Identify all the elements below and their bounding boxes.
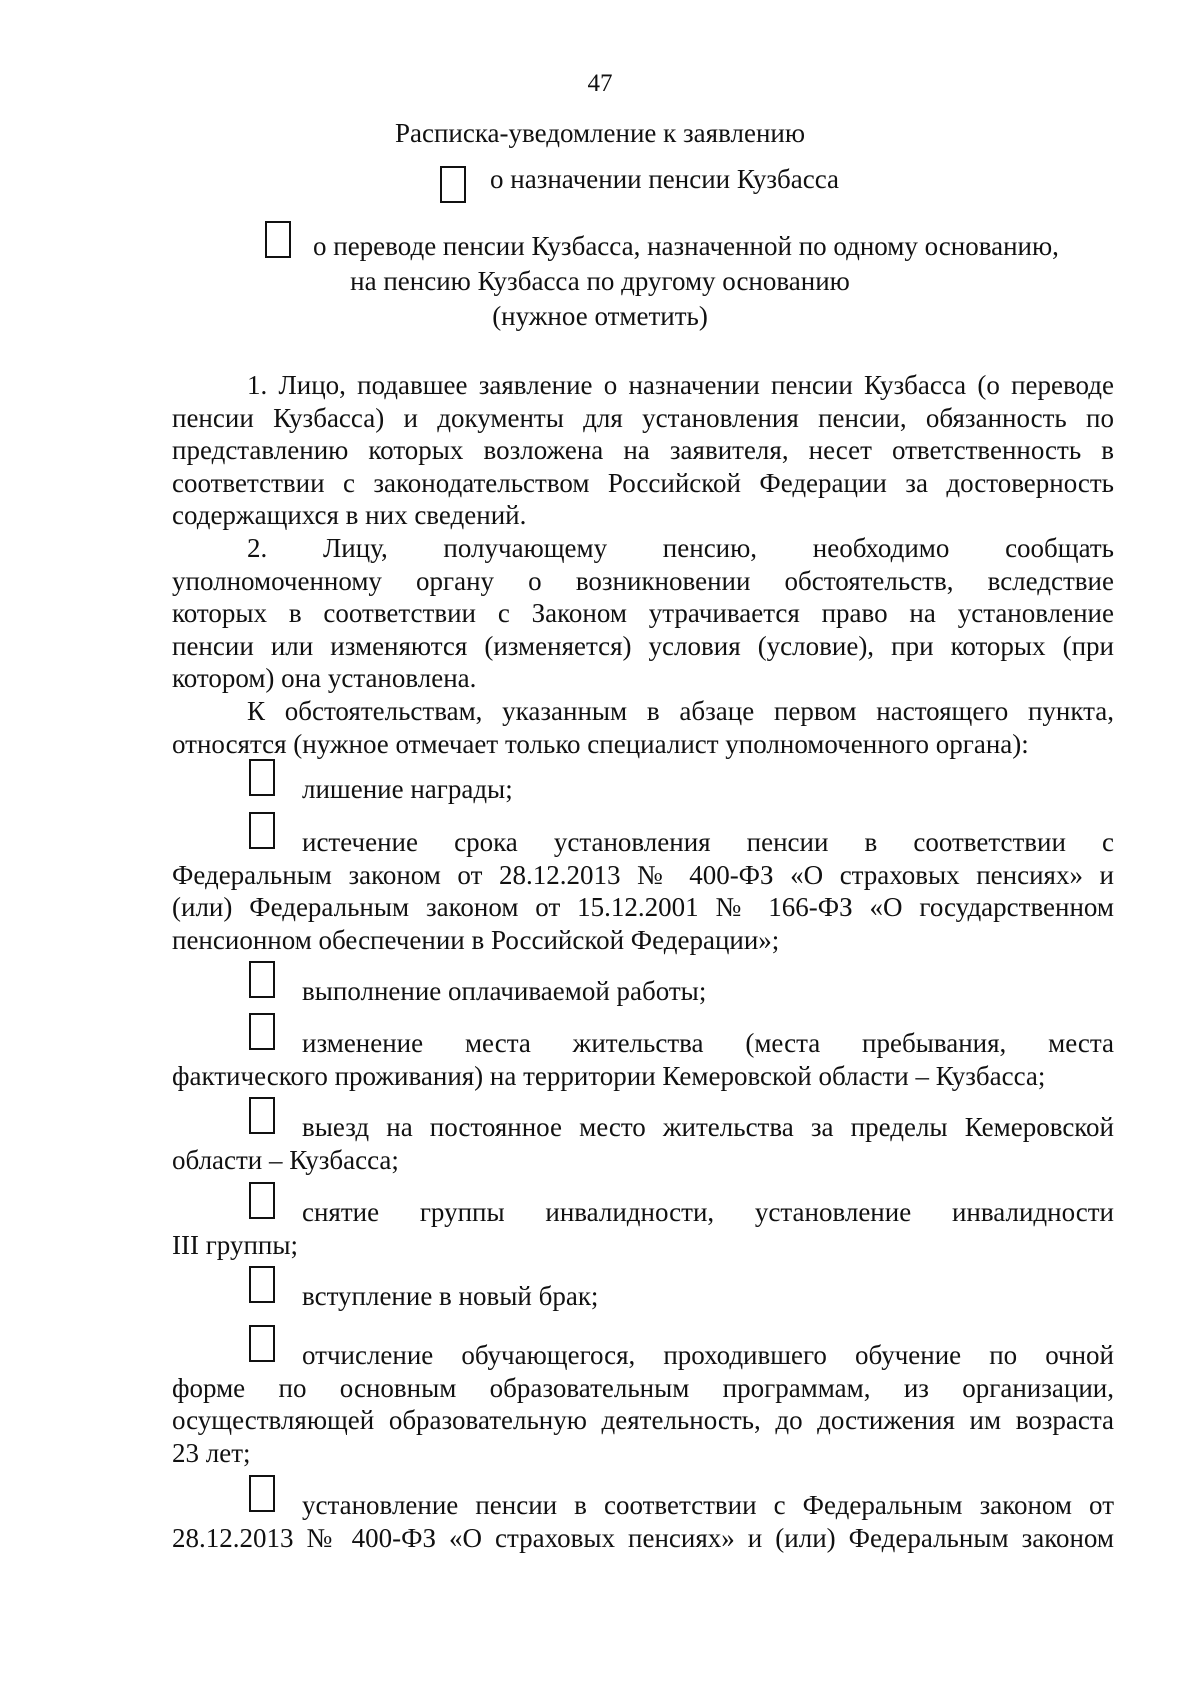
- circumstance-item: [172, 1339, 1114, 1469]
- checkbox-option-assign[interactable]: [440, 166, 466, 203]
- circumstance-text-line: Федеральным законом от 28.12.2013 № 400-ФЗ «О страховых пенсиях» и: [172, 859, 1114, 890]
- circumstance-text: истечение срока установления пенсии в соответствии с: [302, 827, 1114, 857]
- paragraph-1-line: соответствии с законодательством Российской Федерации за достоверность: [172, 467, 1114, 498]
- option-transfer-label-line1: о переводе пенсии Кузбасса, назначенной по одному основанию,: [313, 231, 1059, 261]
- paragraph-3: [172, 695, 1114, 760]
- paragraph-3-line: относятся (нужное отмечает только специалист уполномоченного органа):: [172, 728, 1029, 759]
- circumstance-text-line: фактического проживания) на территории Кемеровской области – Кузбасса;: [172, 1060, 1046, 1091]
- circumstance-checkbox[interactable]: [249, 961, 275, 998]
- circumstance-text-line: пенсионном обеспечении в Российской Федерации»;: [172, 924, 780, 955]
- circumstance-text-line: осуществляющей образовательную деятельность, до достижения им возраста: [172, 1405, 1114, 1435]
- checkbox-option-transfer[interactable]: [265, 221, 291, 258]
- circumstance-item: [172, 1196, 1114, 1261]
- paragraph-1-line: пенсии Кузбасса) и документы для установления пенсии, обязанность по: [172, 402, 1114, 433]
- paragraph-2-line: которых в соответствии с Законом утрачивается право на установление: [172, 598, 1114, 628]
- circumstance-item: [172, 1027, 1114, 1092]
- heading-note: (нужное отметить): [492, 301, 708, 331]
- paragraph-1: [172, 369, 1114, 532]
- circumstance-text: лишение награды;: [302, 774, 513, 804]
- circumstance-text-line: III группы;: [172, 1229, 298, 1260]
- paragraph-2-line: 2. Лицу, получающему пенсию, необходимо сообщать: [247, 533, 1114, 563]
- circumstance-text: выполнение оплачиваемой работы;: [302, 976, 707, 1006]
- paragraph-2: [172, 532, 1114, 695]
- circumstance-text: вступление в новый брак;: [302, 1281, 599, 1311]
- circumstance-text: выезд на постоянное место жительства за пределы Кемеровской: [302, 1112, 1114, 1142]
- circumstance-text: отчисление обучающегося, проходившего обучение по очной: [302, 1340, 1114, 1370]
- paragraph-2-line: пенсии или изменяются (изменяется) условия (условие), при которых (при: [172, 630, 1114, 661]
- paragraph-1-line: представлению которых возложена на заявителя, несет ответственность в: [172, 435, 1114, 465]
- circumstance-item: [172, 1111, 1114, 1176]
- circumstance-checkbox[interactable]: [249, 1013, 275, 1050]
- circumstance-item: [172, 975, 1114, 1008]
- paragraph-1-line: содержащихся в них сведений.: [172, 500, 527, 530]
- circumstance-text-line: области – Кузбасса;: [172, 1144, 399, 1175]
- circumstance-checkbox[interactable]: [249, 759, 275, 796]
- option-assign-label: о назначении пенсии Кузбасса: [490, 164, 840, 194]
- paragraph-1-line: 1. Лицо, подавшее заявление о назначении пенсии Кузбасса (о переводе: [247, 370, 1114, 400]
- paragraph-2-line: котором) она установлена.: [172, 663, 477, 693]
- circumstance-checkbox[interactable]: [249, 1325, 275, 1362]
- circumstance-text: установление пенсии в соответствии с Федеральным законом от: [302, 1490, 1114, 1520]
- circumstance-text: изменение места жительства (места пребывания, места: [302, 1028, 1114, 1058]
- circumstance-checkbox[interactable]: [249, 1182, 275, 1219]
- option-transfer-label-line2: на пенсию Кузбасса по другому основанию: [350, 266, 850, 296]
- circumstance-checkbox[interactable]: [249, 1475, 275, 1512]
- circumstance-checkbox[interactable]: [249, 812, 275, 849]
- circumstance-item: [172, 1280, 1114, 1313]
- circumstance-checkbox[interactable]: [249, 1097, 275, 1134]
- circumstance-text-line: (или) Федеральным законом от 15.12.2001 № 166-ФЗ «О государственном: [172, 892, 1114, 922]
- page-number: 47: [587, 70, 613, 97]
- paragraph-2-line: уполномоченному органу о возникновении обстоятельств, вследствие: [172, 565, 1114, 596]
- circumstance-item: [172, 1489, 1114, 1554]
- paragraph-3-line: К обстоятельствам, указанным в абзаце первом настоящего пункта,: [247, 696, 1114, 726]
- circumstance-item: [172, 826, 1114, 956]
- circumstance-text-line: 23 лет;: [172, 1437, 251, 1468]
- document-title: Расписка-уведомление к заявлению: [394, 118, 806, 148]
- circumstance-text-line: 28.12.2013 № 400-ФЗ «О страховых пенсиях» и (или) Федеральным законом: [172, 1522, 1114, 1553]
- circumstance-text-line: форме по основным образовательным программам, из организации,: [172, 1372, 1114, 1403]
- circumstance-checkbox[interactable]: [249, 1266, 275, 1303]
- circumstance-text: снятие группы инвалидности, установление инвалидности: [302, 1197, 1114, 1227]
- circumstance-item: [172, 773, 1114, 806]
